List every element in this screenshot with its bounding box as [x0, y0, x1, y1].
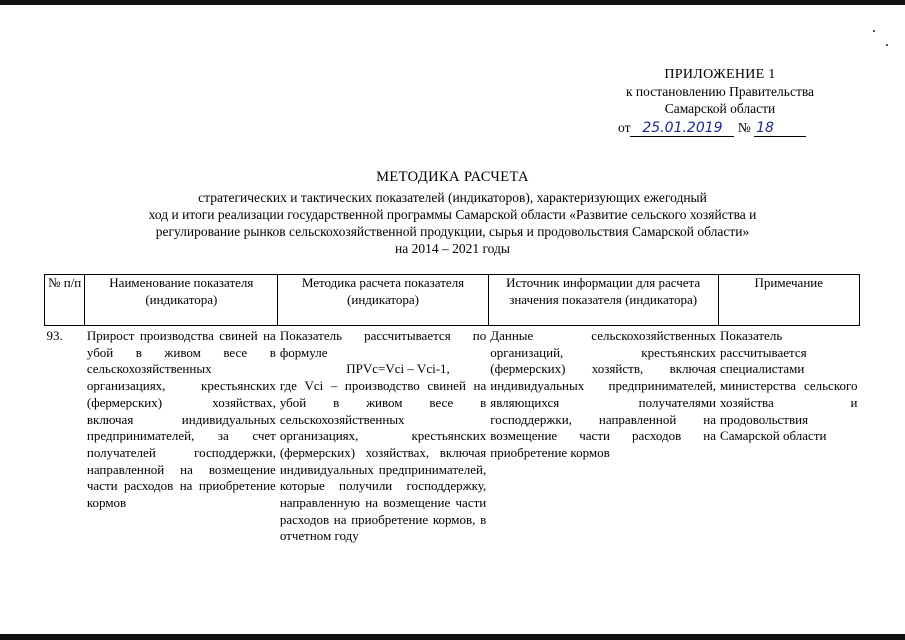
handwritten-number: 18 [754, 121, 806, 137]
table-header-row [45, 275, 860, 326]
method-formula: ПРVc=Vci – Vci-1, [346, 361, 450, 377]
number-prefix: № [737, 120, 751, 135]
header-calculation-method: Методика расчета показателя (индикатора) [278, 275, 488, 326]
scan-speck [886, 44, 888, 46]
appendix-signature-line [560, 119, 880, 137]
handwritten-date: 25.01.2019 [630, 121, 734, 137]
header-information-source: Источник информации для расчета значения показателя (индикатора) [488, 275, 718, 326]
indicator-name: Прирост производства свиней на убой в живом весе в сельскохозяйственных организациях, крестьянских (фермерских) хозяйствах, включая индивидуальных предпринимателей, за счет получателей господдержки, направленной на возмещение части расходов на приобретение кормов [86, 328, 276, 511]
calculation-method [278, 326, 488, 546]
appendix-line: Самарской области [664, 101, 776, 116]
title-line: на 2014 – 2021 годы [395, 241, 510, 256]
method-intro: Показатель рассчитывается по формуле [279, 328, 487, 360]
indicator-table [44, 274, 860, 545]
date-prefix: от [618, 120, 631, 135]
information-source: Данные сельскохозяйственных организаций, крестьянских (фермерских) хозяйств, включая индивидуальных предпринимателей, являющихся получателями господдержки, направленной на возмещение части расходов на приобретение кормов [490, 328, 717, 460]
page-top-border [0, 0, 905, 5]
document-title [60, 169, 845, 257]
scan-speck [873, 30, 875, 32]
appendix-block [560, 66, 880, 137]
method-description: где Vci – производство свиней на убой в живом весе в сельскохозяйственных организациях, крестьянских (фермерских) хозяйствах, включая индивидуальных предпринимателей, которые получили господдержку, направленную на возмещение части расходов на приобретение кормов, в отчетном году [279, 378, 487, 544]
note: Показатель рассчитывается специалистами министерства сельского хозяйства и продовольствия Самарской области [720, 328, 858, 444]
row-number: 93. [46, 328, 63, 343]
appendix-line: к постановлению Правительства [625, 84, 815, 99]
header-note: Примечание [718, 275, 859, 326]
header-indicator-name: Наименование показателя (индикатора) [85, 275, 278, 326]
title-line: стратегических и тактических показателей (индикаторов), характеризующих ежегодный [198, 190, 707, 205]
title-line: регулирование рынков сельскохозяйственной продукции, сырья и продовольствия Самарской области» [155, 224, 750, 239]
title-heading: МЕТОДИКА РАСЧЕТА [376, 169, 529, 185]
appendix-number: ПРИЛОЖЕНИЕ 1 [664, 67, 776, 82]
header-number: № п/п [45, 275, 85, 326]
page-bottom-border [0, 634, 905, 640]
title-line: ход и итоги реализации государственной программы Самарской области «Развитие сельского хозяйства и [148, 207, 757, 222]
table-row [45, 326, 860, 546]
